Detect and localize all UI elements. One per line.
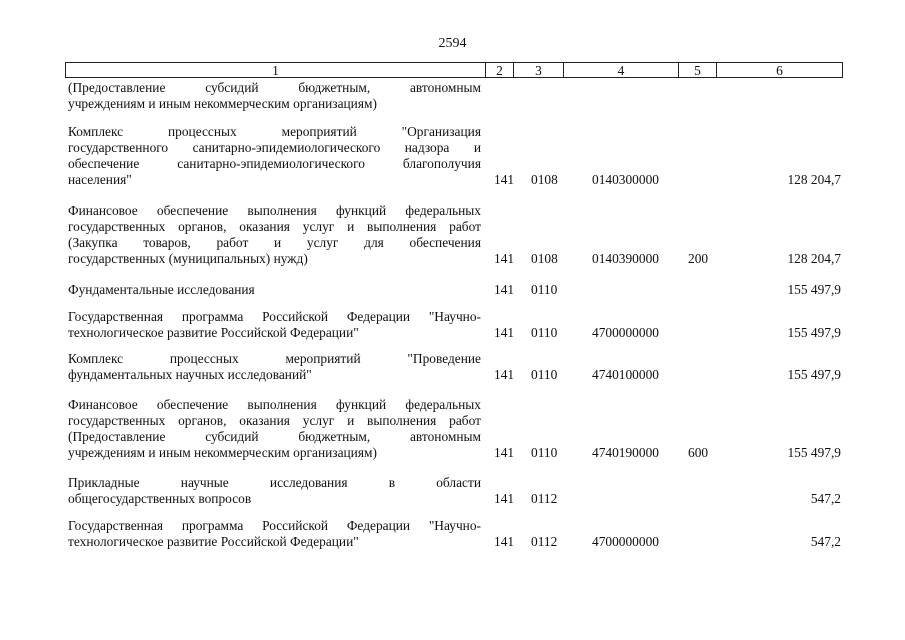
- description-line: Финансовое обеспечение выполнения функций федеральных: [68, 397, 481, 412]
- page-number: 2594: [438, 36, 467, 51]
- description-line: Государственная программа Российской Федерации "Научно-: [68, 309, 481, 324]
- column-header-5: 5: [678, 63, 716, 78]
- row-description: [68, 203, 481, 267]
- description-line: учреждениям и иным некоммерческим организациям): [68, 445, 377, 460]
- row-description: [68, 80, 481, 112]
- ministry-code: 141: [494, 251, 515, 266]
- description-line: государственного санитарно-эпидемиологического надзора и: [68, 140, 481, 155]
- row-description: [68, 282, 481, 298]
- section-code: 0108: [531, 251, 558, 266]
- ministry-code: 141: [494, 282, 515, 297]
- description-line: Финансовое обеспечение выполнения функций федеральных: [68, 203, 481, 218]
- description-line: (Предоставление субсидий бюджетным, автономным: [68, 429, 481, 444]
- section-code: 0110: [531, 282, 558, 297]
- description-line: Прикладные научные исследования в области: [68, 475, 481, 490]
- target-article-code: 4700000000: [592, 534, 659, 549]
- description-line: обеспечение санитарно-эпидемиологического благополучия: [68, 156, 481, 171]
- expense-type-code: 200: [688, 251, 709, 266]
- description-line: технологическое развитие Российской Федерации": [68, 534, 359, 549]
- amount-value: 155 497,9: [787, 325, 841, 340]
- target-article-code: 0140300000: [592, 172, 659, 187]
- amount-value: 155 497,9: [787, 367, 841, 382]
- ministry-code: 141: [494, 172, 515, 187]
- table-header: [65, 62, 843, 78]
- description-line: фундаментальных научных исследований": [68, 367, 312, 382]
- column-header-4: 4: [563, 63, 678, 78]
- row-description: [68, 397, 481, 461]
- column-header-6: 6: [716, 63, 842, 78]
- section-code: 0110: [531, 445, 558, 460]
- column-header-3: 3: [513, 63, 563, 78]
- description-line: Комплекс процессных мероприятий "Проведение: [68, 351, 481, 366]
- ministry-code: 141: [494, 325, 515, 340]
- amount-value: 547,2: [810, 491, 841, 506]
- description-line: населения": [68, 172, 132, 187]
- amount-value: 155 497,9: [787, 282, 841, 297]
- column-header-2: 2: [485, 63, 513, 78]
- target-article-code: 0140390000: [592, 251, 659, 266]
- section-code: 0110: [531, 325, 558, 340]
- description-line: (Закупка товаров, работ и услуг для обеспечения: [68, 235, 481, 250]
- target-article-code: 4740100000: [592, 367, 659, 382]
- ministry-code: 141: [494, 445, 515, 460]
- section-code: 0112: [531, 491, 558, 506]
- description-line: Государственная программа Российской Федерации "Научно-: [68, 518, 481, 533]
- description-line: государственных органов, оказания услуг и выполнения работ: [68, 413, 481, 428]
- amount-value: 547,2: [810, 534, 841, 549]
- ministry-code: 141: [494, 534, 515, 549]
- ministry-code: 141: [494, 491, 515, 506]
- description-line: Комплекс процессных мероприятий "Организация: [68, 124, 481, 139]
- description-line: Фундаментальные исследования: [68, 282, 255, 297]
- description-line: технологическое развитие Российской Федерации": [68, 325, 359, 340]
- description-line: общегосударственных вопросов: [68, 491, 252, 506]
- row-description: [68, 475, 481, 507]
- row-description: [68, 309, 481, 341]
- target-article-code: 4700000000: [592, 325, 659, 340]
- description-line: (Предоставление субсидий бюджетным, автономным: [68, 80, 481, 95]
- row-description: [68, 124, 481, 188]
- amount-value: 128 204,7: [787, 172, 841, 187]
- row-description: [68, 518, 481, 550]
- description-line: учреждениям и иным некоммерческим организациям): [68, 96, 377, 111]
- column-header-1: 1: [272, 63, 279, 78]
- section-code: 0110: [531, 367, 558, 382]
- amount-value: 128 204,7: [787, 251, 841, 266]
- description-line: государственных (муниципальных) нужд): [68, 251, 308, 266]
- description-line: государственных органов, оказания услуг и выполнения работ: [68, 219, 481, 234]
- section-code: 0108: [531, 172, 558, 187]
- row-description: [68, 351, 481, 383]
- amount-value: 155 497,9: [787, 445, 841, 460]
- target-article-code: 4740190000: [592, 445, 659, 460]
- expense-type-code: 600: [688, 445, 709, 460]
- ministry-code: 141: [494, 367, 515, 382]
- section-code: 0112: [531, 534, 558, 549]
